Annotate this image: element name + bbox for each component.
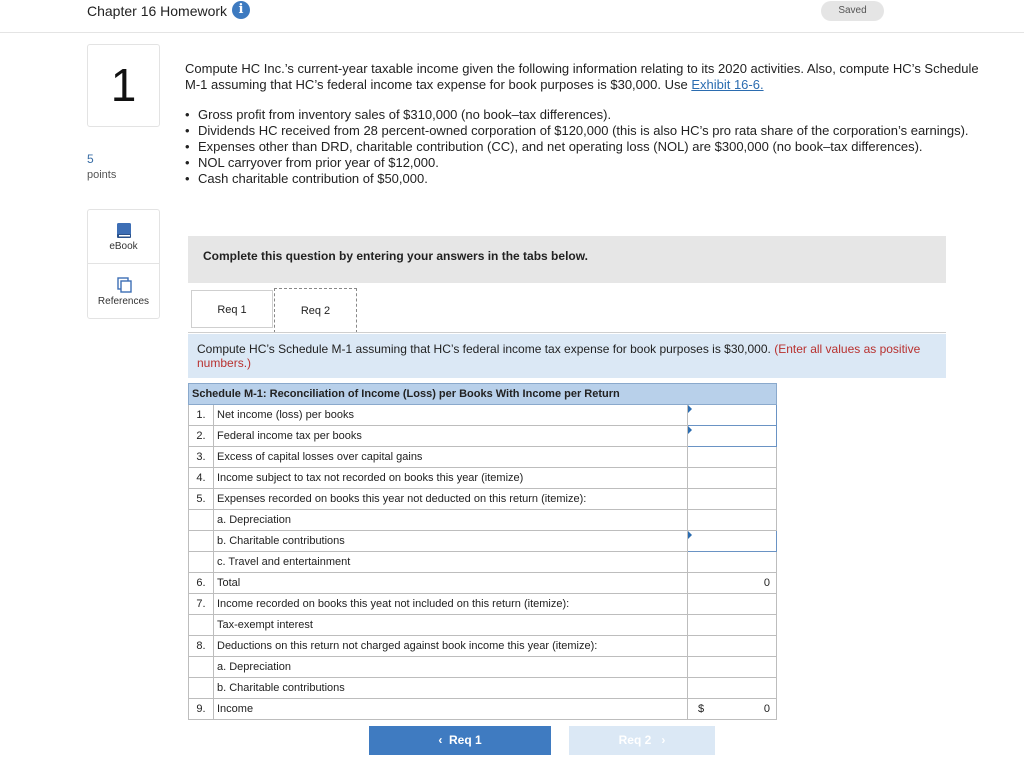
prev-req-button[interactable] (369, 726, 551, 755)
net-income-input[interactable] (688, 405, 777, 426)
row-label: Income recorded on books this yeat not included on this return (itemize): (214, 594, 688, 615)
references-button[interactable] (88, 265, 159, 319)
row-number: 1. (189, 405, 214, 426)
row-value-cell (688, 489, 777, 510)
row-label: Expenses recorded on books this year not deducted on this return (itemize): (214, 489, 688, 510)
exhibit-link[interactable]: Exhibit 16-6. (691, 77, 764, 92)
currency-symbol: $ (698, 703, 705, 715)
row-value-cell (688, 678, 777, 699)
row-number: 2. (189, 426, 214, 447)
row-label: a. Depreciation (214, 657, 688, 678)
row-number (189, 615, 214, 636)
assignment-title: Chapter 16 Homework (87, 3, 228, 19)
info-icon[interactable]: i (232, 1, 250, 19)
req-instruction (188, 334, 946, 378)
question-number: 1 (87, 44, 160, 127)
list-item: • Expenses other than DRD, charitable contribution (CC), and net operating loss (NOL) are $300,000 (no book–tax differences). (185, 139, 995, 155)
question-text (185, 61, 995, 93)
list-item: • Dividends HC received from 28 percent-owned corporation of $120,000 (this is also HC’s pro rata share of the corporation’s earnings). (185, 123, 995, 139)
side-tools-panel (87, 209, 160, 319)
table-row (189, 615, 777, 636)
points-value: 5 (87, 152, 94, 166)
table-row (189, 426, 777, 447)
row-number: 7. (189, 594, 214, 615)
row-value-cell (688, 636, 777, 657)
row-value-cell (688, 510, 777, 531)
row-number (189, 657, 214, 678)
row-label: a. Depreciation (214, 510, 688, 531)
schedule-m1-table (188, 383, 777, 720)
tab-req-2[interactable]: Req 2 (274, 288, 357, 333)
table-row (189, 510, 777, 531)
table-row (189, 594, 777, 615)
table-row (189, 447, 777, 468)
saved-status-badge: Saved (821, 1, 884, 21)
input-marker-icon (688, 531, 692, 539)
row-value: 0 (763, 703, 770, 715)
federal-tax-input[interactable] (688, 426, 777, 447)
row-value-cell (688, 468, 777, 489)
table-row (189, 468, 777, 489)
prev-req-label: Req 1 (448, 733, 482, 747)
instruction-text: Compute HC’s Schedule M-1 assuming that HC’s federal income tax expense for book purposes is $30,000. (197, 342, 775, 356)
instruction-note: (Enter all values as positive numbers.) (197, 342, 921, 370)
row-value: 0 (763, 577, 770, 589)
table-row (189, 573, 777, 594)
table-row (189, 405, 777, 426)
schedule-title: Schedule M-1: Reconciliation of Income (Loss) per Books With Income per Return (189, 384, 777, 405)
row-value-cell (688, 447, 777, 468)
row-number (189, 678, 214, 699)
list-item: • NOL carryover from prior year of $12,000. (185, 155, 995, 171)
row-label: c. Travel and entertainment (214, 552, 688, 573)
list-item: • Cash charitable contribution of $50,000. (185, 171, 995, 187)
table-row (189, 699, 777, 720)
row-number: 3. (189, 447, 214, 468)
book-icon (116, 222, 132, 242)
row-label: Income (214, 699, 688, 720)
row-number (189, 510, 214, 531)
row-label: Federal income tax per books (214, 426, 688, 447)
row-number (189, 552, 214, 573)
tab-divider (188, 332, 946, 333)
row-value-cell (688, 552, 777, 573)
row-number: 6. (189, 573, 214, 594)
points-label: points (87, 169, 117, 181)
tab-req-1[interactable]: Req 1 (191, 290, 273, 328)
table-row (189, 552, 777, 573)
table-row (189, 636, 777, 657)
next-req-button[interactable] (569, 726, 715, 755)
table-row (189, 531, 777, 552)
table-row (189, 489, 777, 510)
table-row (189, 678, 777, 699)
table-header-row (189, 384, 777, 405)
ebook-button[interactable] (88, 210, 159, 264)
list-item: • Gross profit from inventory sales of $310,000 (no book–tax differences). (185, 107, 995, 123)
total-value-cell (688, 573, 777, 594)
complete-instructions-bar: Complete this question by entering your answers in the tabs below. (188, 236, 946, 283)
row-label: Total (214, 573, 688, 594)
row-number: 4. (189, 468, 214, 489)
row-number: 9. (189, 699, 214, 720)
top-bar (0, 0, 1024, 33)
row-label: Income subject to tax not recorded on books this year (itemize) (214, 468, 688, 489)
row-label: b. Charitable contributions (214, 531, 688, 552)
next-req-label: Req 2 (618, 733, 652, 747)
question-bullets (185, 107, 995, 187)
chevron-left-icon: ‹ (438, 733, 443, 747)
chevron-right-icon: › (661, 733, 666, 747)
table-row (189, 657, 777, 678)
references-label: References (97, 296, 150, 307)
row-value-cell (688, 594, 777, 615)
row-label: Net income (loss) per books (214, 405, 688, 426)
ebook-label: eBook (109, 241, 138, 252)
row-label: b. Charitable contributions (214, 678, 688, 699)
row-number: 5. (189, 489, 214, 510)
row-label: Deductions on this return not charged against book income this year (itemize): (214, 636, 688, 657)
references-icon (116, 277, 132, 296)
row-value-cell (688, 615, 777, 636)
question-body: Compute HC Inc.’s current-year taxable income given the following information relating to its 2020 activities. Also, compute HC’s Schedule M-1 assuming that HC’s federal income tax expense for book purposes is $30,000. Use (185, 61, 979, 92)
row-label: Tax-exempt interest (214, 615, 688, 636)
input-marker-icon (688, 426, 692, 434)
row-number: 8. (189, 636, 214, 657)
row-label: Excess of capital losses over capital gains (214, 447, 688, 468)
input-marker-icon (688, 405, 692, 413)
row-value-cell (688, 657, 777, 678)
income-value-cell (688, 699, 777, 720)
row-number (189, 531, 214, 552)
charitable-contributions-input[interactable] (688, 531, 777, 552)
